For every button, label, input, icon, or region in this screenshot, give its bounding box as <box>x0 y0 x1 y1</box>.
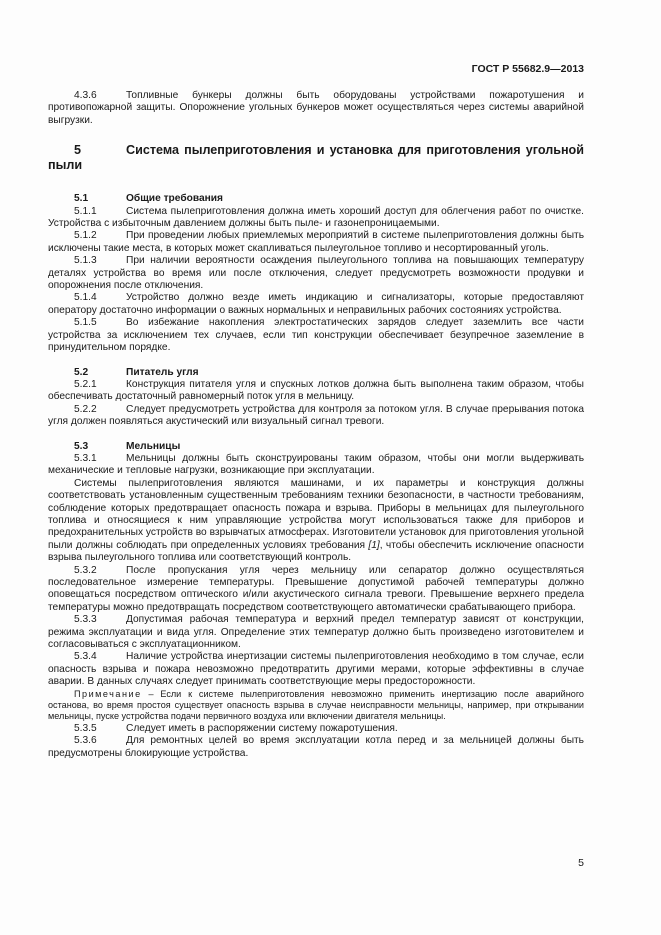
subsection-5-2-heading: 5.2 Питатель угля <box>74 366 199 378</box>
paragraph-5-1-4: 5.1.4 Устройство должно везде иметь индикацию и сигнализаторы, которые предоставляют оператору достаточно информации о важных нормальных и неправильных рабочих состояниях устройства. <box>48 292 584 316</box>
paragraph-4-3-6: 4.3.6 Топливные бункеры должны быть оборудованы устройствами пожаротушения и противопожарной защиты. Опорожнение угольных бункеров может осуществляться через системы аварийной выгрузки. <box>48 90 584 126</box>
paragraph-5-1-3: 5.1.3 При наличии вероятности осаждения пылеугольного топлива на повышающих температуру деталях устройства во время или после отключения, следует предусмотреть возможности продувки и опорожнения после отключения. <box>48 255 584 292</box>
subsection-5-1-heading: 5.1 Общие требования <box>74 193 223 205</box>
paragraph-5-3-5: 5.3.5 Следует иметь в распоряжении систему пожаротушения. <box>74 722 398 734</box>
reference-link: [1] <box>368 539 380 551</box>
paragraph-5-3-4: 5.3.4 Наличие устройства инертизации системы пылеприготовления необходимо в том случае, если опасность взрыва и пожара невозможно предотвратить другими мерами, которые эффективны в случае аварии. В данных случаях следует принимать соответствующие меры предосторожности. <box>48 651 584 688</box>
page-number: 5 <box>578 857 584 869</box>
section-5-heading: 5 Система пылеприготовления и установка для приготовления угольной пыли <box>48 143 584 173</box>
paragraph-5-1-5: 5.1.5 Во избежание накопления электростатических зарядов следует заземлить все части устройства за исключением тех случаев, если тип конструкции обеспечивает безупречное заземление в принудительном порядке. <box>48 317 584 354</box>
subsection-5-3-heading: 5.3 Мельницы <box>74 440 181 452</box>
paragraph-5-3-3: 5.3.3 Допустимая рабочая температура и верхний предел температур зависят от конструкции, режима эксплуатации и вида угля. Определение этих температур должно быть произведено изготовителем и согласовываться с эксплуатационником. <box>48 614 584 651</box>
paragraph-5-1-1: 5.1.1 Система пылеприготовления должна иметь хороший доступ для облегчения работ по очистке. Устройства с избыточным давлением должны быть пыле- и газонепроницаемыми. <box>48 205 584 230</box>
paragraph-5-3-6: 5.3.6 Для ремонтных целей во время эксплуатации котла перед и за мельницей должны быть предусмотрены блокирующие устройства. <box>48 735 584 759</box>
paragraph-5-2-1: 5.2.1 Конструкция питателя угля и спускных лотков должна быть выполнена таким образом, чтобы обеспечивать достаточный равномерный поток угля в мельницу. <box>48 378 584 403</box>
paragraph-5-3-2: 5.3.2 После пропускания угля через мельницу или сепаратор должно осуществляться последовательное измерение температуры. Превышение допустимой рабочей температуры должно оповещаться посредством оптического и/или акустического сигнала тревоги. Превышение верхнего предела температуры можно предотвращать посредством соответствующего автоматически срабатывающего прибора. <box>48 564 584 613</box>
paragraph-5-1-2: 5.1.2 При проведении любых приемлемых мероприятий в системе пылеприготовления должны быть исключены такие места, в которых может скапливаться пылеугольное топливо и несортированный уголь. <box>48 230 584 254</box>
note-paragraph: Примечание – Если к системе пылеприготовления невозможно применить инертизацию после аварийного останова, во время простоя существует опасность взрыва в случае неисправности мельницы, например, при открывании мельницы, пуске устройства подачи первичного воздуха или включении двигателя мельницы. <box>48 688 584 722</box>
paragraph-5-3-1-continued: Системы пылеприготовления являются машинами, и их параметры и конструкция должны соответствовать установленным существенным требованиям техники безопасности, в частности требованиям, соблюдение которых предотвращает опасность пожара и взрыва. Приборы в мельницах для пылеугольного топлива и относящиеся к ним управляющие устройства могут использоваться также для приборов и предохранительных устройств во взрывчатых атмосферах. Изготовители установок для приготовления угольной пыли должны соблюдать при определенных условиях требования [1], чтобы обеспечить исключение опасности взрыва пылеугольного топлива или соответствующий контроль. <box>48 477 584 564</box>
paragraph-5-2-2: 5.2.2 Следует предусмотреть устройства для контроля за потоком угля. В случае прерывания потока угля должен появляться акустический или визуальный сигнал тревоги. <box>48 403 584 428</box>
standard-header: ГОСТ Р 55682.9—2013 <box>471 63 584 75</box>
paragraph-5-3-1: 5.3.1 Мельницы должны быть сконструированы таким образом, чтобы они могли выдерживать механические и тепловые нагрузки, возникающие при эксплуатации. <box>48 452 584 477</box>
note-label: Примечание <box>74 688 142 699</box>
page-content <box>48 90 584 760</box>
